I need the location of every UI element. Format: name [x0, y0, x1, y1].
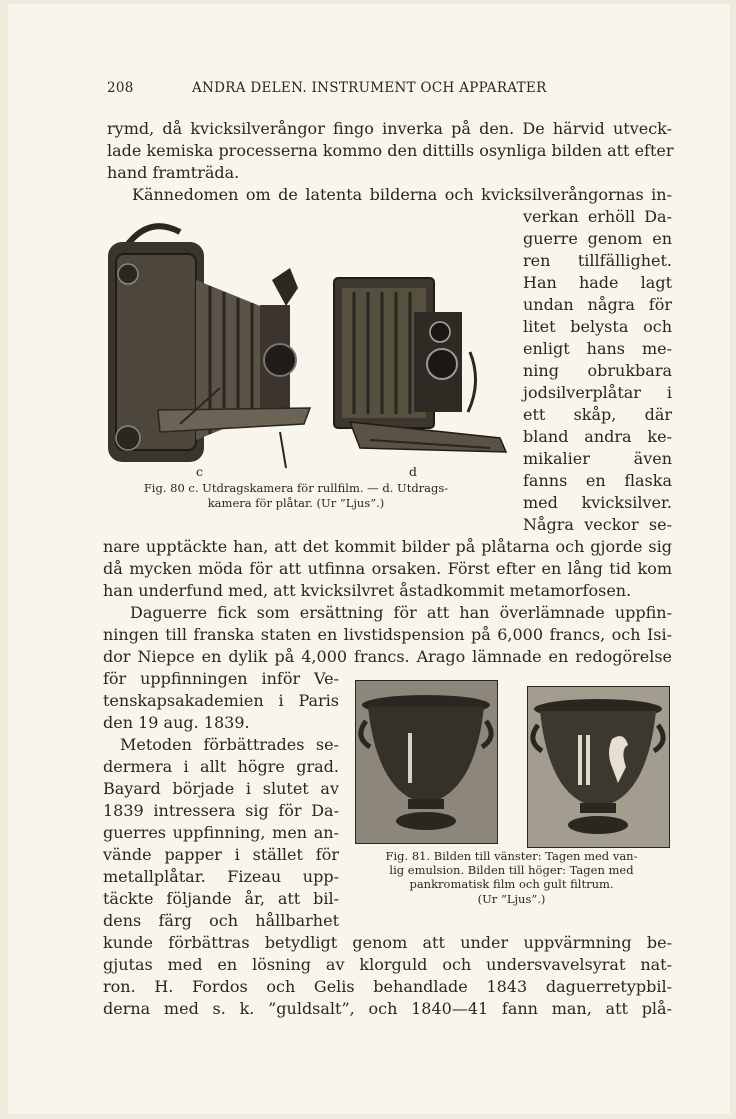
text-line: gjutas med en lösning av klorguld och undersvavelsyrat nat- — [103, 955, 672, 974]
text-line: enligt hans me- — [523, 339, 672, 358]
text-line: dermera i allt högre grad. — [103, 757, 339, 776]
text-line: vände papper i stället för — [103, 845, 339, 864]
text-line: mikalier även — [523, 449, 672, 468]
text-line: verkan erhöll Da- — [523, 207, 672, 226]
text-line: med kvicksilver. — [523, 493, 672, 512]
text-line: Kännedomen om de latenta bilderna och kvicksilverångornas in- — [132, 185, 672, 204]
text-line: för uppfinningen inför Ve- — [103, 669, 339, 688]
text-line: den 19 aug. 1839. — [103, 713, 250, 732]
roll-film-camera-image — [100, 210, 322, 470]
text-line: rymd, då kvicksilverångor fingo inverka på den. De härvid utveck- — [107, 119, 672, 138]
text-line: Några veckor se- — [523, 515, 672, 534]
text-line: derna med s. k. ”guldsalt”, och 1840—41 fann man, att plå- — [103, 999, 672, 1018]
vase-panchromatic-image — [527, 686, 670, 848]
text-line: han underfund med, att kvicksilvret åstadkommit metamorfosen. — [103, 581, 632, 600]
text-line: tenskapsakademien i Paris — [103, 691, 339, 710]
text-line: fanns en flaska — [523, 471, 672, 490]
vase-normal-emulsion-image — [355, 680, 498, 844]
figure-81-caption-line: Fig. 81. Bilden till vänster: Tagen med van- — [385, 849, 638, 863]
text-line: Metoden förbättrades se- — [120, 735, 339, 754]
plate-camera-image — [330, 272, 510, 464]
text-line: ett skåp, där — [523, 405, 672, 424]
text-line: undan några för — [523, 295, 672, 314]
text-line: jodsilverplåtar i — [523, 383, 672, 402]
text-line: dens färg och hållbarhet — [103, 911, 339, 930]
text-line: metallplåtar. Fizeau upp- — [103, 867, 339, 886]
text-line: ning obrukbara — [523, 361, 672, 380]
text-line: Daguerre fick som ersättning för att han överlämnade uppfin- — [130, 603, 672, 622]
running-header — [107, 80, 672, 98]
text-line: 1839 intressera sig för Da- — [103, 801, 339, 820]
text-line: guerres uppfinning, men an- — [103, 823, 339, 842]
figure-label-d: d — [409, 464, 418, 479]
page-number: 208 — [107, 80, 134, 96]
text-line: ren tillfällighet. — [523, 251, 672, 270]
text-line: hand framträda. — [107, 163, 240, 182]
figure-label-c: c — [196, 464, 204, 479]
text-line: litet belysta och — [523, 317, 672, 336]
text-line: kunde förbättras betydligt genom att under uppvärmning be- — [103, 933, 672, 952]
text-line: lade kemiska processerna kommo den dittills osynliga bilden att efter — [107, 141, 674, 160]
text-line: Bayard började i slutet av — [103, 779, 339, 798]
text-line: ron. H. Fordos och Gelis behandlade 1843 daguerretypbil- — [103, 977, 672, 996]
text-line: dor Niepce en dylik på 4,000 francs. Arago lämnade en redogörelse — [103, 647, 672, 666]
figure-81-caption-line: lig emulsion. Bilden till höger: Tagen med — [389, 863, 634, 877]
text-line: då mycken möda för att utfinna orsaken. Först efter en lång tid kom — [103, 559, 672, 578]
figure-81-caption-line: pankromatisk film och gult filtrum. — [409, 877, 614, 891]
figure-80-caption-line: Fig. 80 c. Utdragskamera för rullfilm. — d. Utdrags- — [143, 481, 449, 495]
figure-80-caption-line: kamera för plåtar. (Ur ”Ljus”.) — [207, 496, 385, 510]
text-line: guerre genom en — [523, 229, 672, 248]
running-title: ANDRA DELEN. INSTRUMENT OCH APPARATER — [192, 80, 547, 96]
text-line: nare upptäckte han, att det kommit bilder på plåtarna och gjorde sig — [103, 537, 672, 556]
text-line: ningen till franska staten en livstidspension på 6,000 francs, och Isi- — [103, 625, 672, 644]
text-line: bland andra ke- — [523, 427, 672, 446]
figure-81-caption-line: (Ur ”Ljus”.) — [477, 892, 546, 906]
text-line: Han hade lagt — [523, 273, 672, 292]
text-line: täckte följande år, att bil- — [103, 889, 339, 908]
